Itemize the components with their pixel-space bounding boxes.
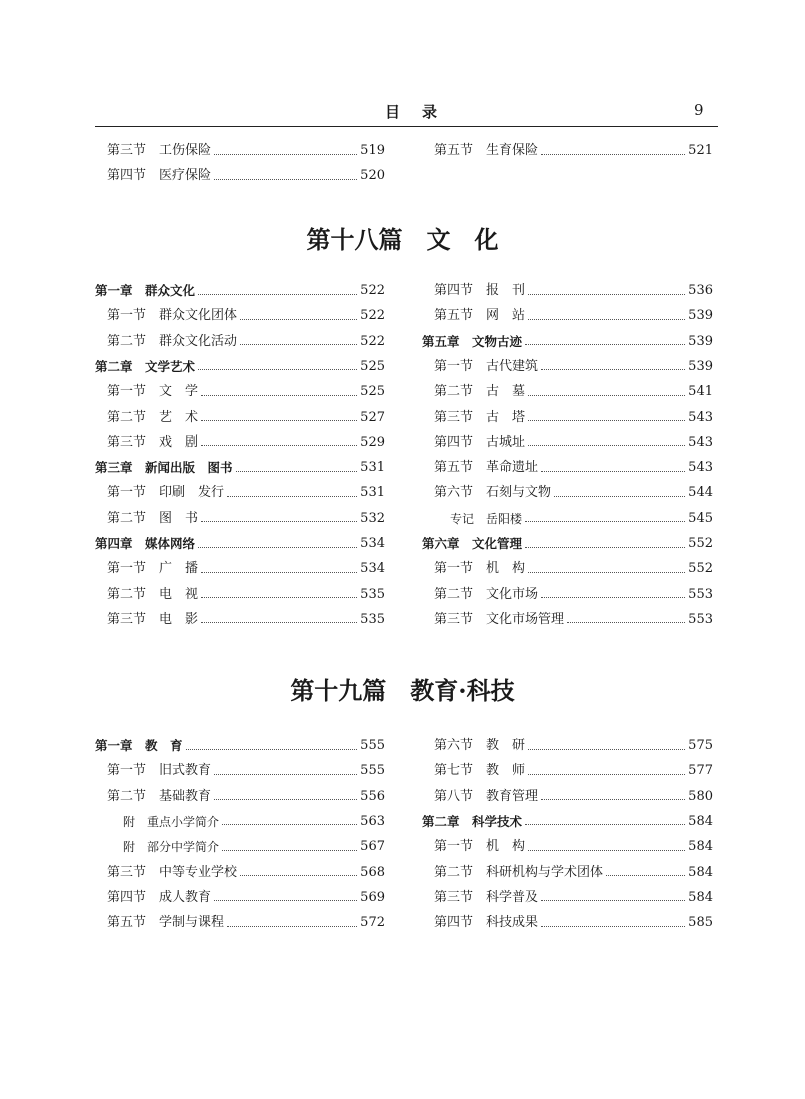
toc-entry-label: 第七节 教 师 bbox=[434, 763, 526, 779]
dot-leader bbox=[525, 824, 685, 825]
toc-entry-page-number: 539 bbox=[688, 308, 713, 324]
toc-entry-section[interactable] bbox=[434, 382, 713, 402]
toc-entry-section[interactable] bbox=[434, 357, 713, 377]
toc-entry-section[interactable] bbox=[107, 483, 385, 503]
toc-entry-section[interactable] bbox=[434, 888, 713, 908]
toc-entry-page-number: 534 bbox=[360, 561, 385, 577]
toc-entry-section[interactable] bbox=[107, 509, 385, 529]
toc-entry-label: 第六节 石刻与文物 bbox=[434, 485, 552, 501]
toc-entry-label: 第二节 文化市场 bbox=[434, 586, 539, 602]
toc-entry-label: 第二节 古 墓 bbox=[434, 384, 526, 400]
dot-leader bbox=[240, 344, 357, 345]
dot-leader bbox=[214, 154, 357, 155]
toc-entry-section[interactable] bbox=[107, 761, 385, 781]
toc-entry-page-number: 532 bbox=[360, 510, 385, 526]
toc-entry-page-number: 535 bbox=[360, 586, 385, 602]
toc-entry-page-number: 552 bbox=[688, 536, 713, 551]
dot-leader bbox=[528, 395, 685, 396]
toc-entry-page-number: 536 bbox=[688, 283, 713, 298]
toc-entry-page-number: 543 bbox=[688, 460, 713, 476]
toc-entry-label: 第三节 工伤保险 bbox=[107, 143, 212, 158]
toc-entry-page-number: 531 bbox=[360, 460, 385, 476]
toc-entry-page-number: 519 bbox=[360, 143, 385, 158]
dot-leader bbox=[201, 597, 357, 598]
dot-leader bbox=[227, 496, 357, 497]
toc-entry-page-number: 539 bbox=[688, 358, 713, 374]
dot-leader bbox=[198, 294, 357, 295]
dot-leader bbox=[554, 496, 685, 497]
toc-entry-section[interactable] bbox=[107, 141, 385, 161]
toc-entry-page-number: 541 bbox=[688, 384, 713, 400]
toc-entry-label: 第三节 电 影 bbox=[107, 611, 199, 627]
toc-entry-section[interactable] bbox=[434, 306, 713, 326]
toc-entry-page-number: 522 bbox=[360, 333, 385, 349]
toc-entry-section[interactable] bbox=[107, 863, 385, 883]
dot-leader bbox=[525, 344, 685, 345]
dot-leader bbox=[201, 395, 357, 396]
dot-leader bbox=[525, 547, 685, 548]
toc-entry-section[interactable] bbox=[434, 913, 713, 933]
dot-leader bbox=[214, 900, 357, 901]
dot-leader bbox=[198, 547, 357, 548]
toc-entry-label: 第三节 古 塔 bbox=[434, 409, 526, 425]
toc-entry-chapter[interactable] bbox=[422, 812, 713, 832]
toc-entry-page-number: 545 bbox=[688, 510, 713, 526]
toc-entry-section[interactable] bbox=[434, 863, 713, 883]
toc-entry-section[interactable] bbox=[434, 483, 713, 503]
dot-leader bbox=[528, 850, 685, 851]
dot-leader bbox=[198, 369, 357, 370]
toc-entry-section[interactable] bbox=[107, 332, 385, 352]
toc-entry-page-number: 553 bbox=[688, 611, 713, 627]
toc-entry-label: 专记 岳阳楼 bbox=[450, 511, 523, 526]
toc-entry-page-number: 539 bbox=[688, 333, 713, 349]
toc-entry-label: 第一节 广 播 bbox=[107, 561, 199, 577]
toc-entry-chapter[interactable] bbox=[95, 357, 385, 377]
dot-leader bbox=[567, 622, 685, 623]
toc-entry-page-number: 567 bbox=[360, 839, 385, 855]
toc-entry-page-number: 569 bbox=[360, 889, 385, 905]
toc-entry-page-number: 584 bbox=[688, 889, 713, 905]
toc-entry-page-number: 584 bbox=[688, 864, 713, 880]
toc-entry-label: 第三节 中等专业学校 bbox=[107, 864, 238, 880]
toc-entry-label: 第二节 电 视 bbox=[107, 586, 199, 602]
toc-entry-section[interactable] bbox=[107, 306, 385, 326]
toc-entry-label: 第一节 群众文化团体 bbox=[107, 308, 238, 324]
dot-leader bbox=[528, 749, 685, 750]
dot-leader bbox=[541, 597, 685, 598]
toc-entry-section[interactable] bbox=[434, 787, 713, 807]
dot-leader bbox=[236, 471, 358, 472]
dot-leader bbox=[222, 850, 357, 851]
toc-entry-page-number: 543 bbox=[688, 409, 713, 425]
dot-leader bbox=[528, 572, 685, 573]
toc-entry-page-number: 580 bbox=[688, 788, 713, 804]
toc-entry-label: 第五节 生育保险 bbox=[434, 143, 539, 158]
toc-entry-label: 附 部分中学简介 bbox=[123, 840, 220, 855]
toc-entry-section[interactable] bbox=[434, 408, 713, 428]
toc-entry-label: 第二节 艺 术 bbox=[107, 409, 199, 425]
toc-entry-label: 第三节 戏 剧 bbox=[107, 434, 199, 450]
toc-entry-section[interactable] bbox=[107, 382, 385, 402]
dot-leader bbox=[240, 319, 357, 320]
toc-entry-chapter[interactable] bbox=[422, 534, 713, 554]
toc-entry-page-number: 534 bbox=[360, 536, 385, 551]
toc-entry-page-number: 521 bbox=[688, 143, 713, 158]
toc-entry-page-number: 520 bbox=[360, 168, 385, 184]
toc-entry-section[interactable] bbox=[434, 585, 713, 605]
dot-leader bbox=[528, 445, 685, 446]
toc-entry-page-number: 556 bbox=[360, 788, 385, 804]
toc-entry-appendix[interactable] bbox=[123, 837, 385, 857]
toc-entry-label: 第三节 文化市场管理 bbox=[434, 611, 565, 627]
dot-leader bbox=[541, 900, 685, 901]
toc-entry-label: 第二章 科学技术 bbox=[422, 813, 523, 829]
toc-entry-page-number: 552 bbox=[688, 561, 713, 577]
toc-entry-label: 第四节 古城址 bbox=[434, 434, 526, 450]
toc-entry-section[interactable] bbox=[107, 433, 385, 453]
dot-leader bbox=[525, 521, 685, 522]
dot-leader bbox=[541, 154, 685, 155]
toc-entry-section[interactable] bbox=[107, 787, 385, 807]
dot-leader bbox=[222, 824, 357, 825]
toc-entry-label: 第一章 群众文化 bbox=[95, 283, 196, 298]
toc-entry-label: 第四节 医疗保险 bbox=[107, 168, 212, 184]
toc-entry-section[interactable] bbox=[107, 913, 385, 933]
dot-leader bbox=[201, 572, 357, 573]
toc-entry-chapter[interactable] bbox=[95, 534, 385, 554]
toc-entry-page-number: 584 bbox=[688, 813, 713, 829]
toc-entry-label: 第八节 教育管理 bbox=[434, 788, 539, 804]
toc-entry-label: 第一节 机 构 bbox=[434, 839, 526, 855]
dot-leader bbox=[541, 799, 685, 800]
toc-entry-section[interactable] bbox=[107, 888, 385, 908]
toc-entry-chapter[interactable] bbox=[422, 332, 713, 352]
toc-entry-page-number: 563 bbox=[360, 813, 385, 829]
toc-entry-label: 第五章 文物古迹 bbox=[422, 333, 523, 349]
toc-entry-page-number: 525 bbox=[360, 358, 385, 374]
toc-entry-page-number: 525 bbox=[360, 384, 385, 400]
toc-entry-page-number: 553 bbox=[688, 586, 713, 602]
toc-entry-label: 第六节 教 研 bbox=[434, 738, 526, 753]
dot-leader bbox=[214, 179, 357, 180]
toc-entry-label: 第一节 印刷 发行 bbox=[107, 485, 225, 501]
dot-leader bbox=[528, 774, 685, 775]
toc-entry-section[interactable] bbox=[107, 585, 385, 605]
toc-entry-label: 第五节 学制与课程 bbox=[107, 915, 225, 931]
toc-entry-label: 第二节 群众文化活动 bbox=[107, 333, 238, 349]
toc-entry-section[interactable] bbox=[434, 736, 713, 756]
dot-leader bbox=[227, 926, 357, 927]
header-title: 目录 bbox=[385, 103, 460, 121]
toc-entry-section[interactable] bbox=[107, 166, 385, 186]
toc-entry-label: 第二节 科研机构与学术团体 bbox=[434, 864, 604, 880]
dot-leader bbox=[214, 774, 357, 775]
toc-entry-label: 第一节 机 构 bbox=[434, 561, 526, 577]
toc-entry-section[interactable] bbox=[434, 458, 713, 478]
dot-leader bbox=[541, 471, 685, 472]
toc-entry-label: 第一节 古代建筑 bbox=[434, 358, 539, 374]
toc-entry-label: 第四节 成人教育 bbox=[107, 889, 212, 905]
toc-entry-page-number: 522 bbox=[360, 283, 385, 298]
toc-entry-page-number: 527 bbox=[360, 409, 385, 425]
toc-entry-label: 第六章 文化管理 bbox=[422, 536, 523, 551]
toc-entry-page-number: 529 bbox=[360, 434, 385, 450]
toc-entry-section[interactable] bbox=[434, 837, 713, 857]
toc-entry-page-number: 544 bbox=[688, 485, 713, 501]
dot-leader bbox=[528, 420, 685, 421]
toc-entry-label: 第一节 文 学 bbox=[107, 384, 199, 400]
toc-entry-label: 第二章 文学艺术 bbox=[95, 358, 196, 374]
toc-entry-section[interactable] bbox=[434, 433, 713, 453]
toc-entry-label: 第五节 网 站 bbox=[434, 308, 526, 324]
toc-entry-label: 第五节 革命遗址 bbox=[434, 460, 539, 476]
toc-entry-label: 第四节 报 刊 bbox=[434, 283, 526, 298]
toc-entry-page-number: 577 bbox=[688, 763, 713, 779]
toc-entry-section[interactable] bbox=[434, 610, 713, 630]
toc-entry-page-number: 522 bbox=[360, 308, 385, 324]
toc-entry-page-number: 531 bbox=[360, 485, 385, 501]
toc-entry-label: 第一节 旧式教育 bbox=[107, 763, 212, 779]
toc-entry-page-number: 585 bbox=[688, 915, 713, 931]
page-number: 9 bbox=[694, 101, 704, 119]
toc-entry-label: 第一章 教 育 bbox=[95, 738, 183, 753]
toc-entry-label: 附 重点小学简介 bbox=[123, 814, 220, 829]
toc-entry-label: 第二节 图 书 bbox=[107, 510, 199, 526]
dot-leader bbox=[214, 799, 357, 800]
toc-entry-appendix[interactable] bbox=[123, 812, 385, 832]
toc-entry-page-number: 568 bbox=[360, 864, 385, 880]
toc-entry-page-number: 543 bbox=[688, 434, 713, 450]
dot-leader bbox=[201, 521, 357, 522]
dot-leader bbox=[201, 622, 357, 623]
dot-leader bbox=[201, 420, 357, 421]
toc-entry-page-number: 575 bbox=[688, 738, 713, 753]
part-title-culture: 第十八篇 文 化 bbox=[306, 225, 499, 254]
toc-entry-appendix[interactable] bbox=[450, 509, 713, 529]
dot-leader bbox=[528, 319, 685, 320]
dot-leader bbox=[528, 294, 685, 295]
toc-entry-page-number: 555 bbox=[360, 738, 385, 753]
toc-entry-page-number: 555 bbox=[360, 763, 385, 779]
toc-entry-page-number: 584 bbox=[688, 839, 713, 855]
toc-entry-label: 第四节 科技成果 bbox=[434, 915, 539, 931]
toc-entry-label: 第二节 基础教育 bbox=[107, 788, 212, 804]
toc-entry-section[interactable] bbox=[434, 281, 713, 301]
toc-entry-chapter[interactable] bbox=[95, 736, 385, 756]
dot-leader bbox=[541, 369, 685, 370]
toc-entry-section[interactable] bbox=[107, 610, 385, 630]
toc-entry-section[interactable] bbox=[107, 559, 385, 579]
toc-entry-section[interactable] bbox=[434, 761, 713, 781]
toc-entry-page-number: 572 bbox=[360, 915, 385, 931]
dot-leader bbox=[186, 749, 358, 750]
dot-leader bbox=[541, 926, 685, 927]
toc-entry-chapter[interactable] bbox=[95, 458, 385, 478]
dot-leader bbox=[201, 445, 357, 446]
toc-entry-label: 第三章 新闻出版 图书 bbox=[95, 460, 233, 476]
toc-entry-section[interactable] bbox=[434, 141, 713, 161]
part-title-education-science: 第十九篇 教育·科技 bbox=[290, 676, 515, 705]
toc-entry-label: 第四章 媒体网络 bbox=[95, 536, 196, 551]
toc-entry-page-number: 535 bbox=[360, 611, 385, 627]
dot-leader bbox=[240, 875, 357, 876]
toc-entry-section[interactable] bbox=[107, 408, 385, 428]
dot-leader bbox=[606, 875, 685, 876]
toc-entry-chapter[interactable] bbox=[95, 281, 385, 301]
toc-entry-label: 第三节 科学普及 bbox=[434, 889, 539, 905]
toc-entry-section[interactable] bbox=[434, 559, 713, 579]
